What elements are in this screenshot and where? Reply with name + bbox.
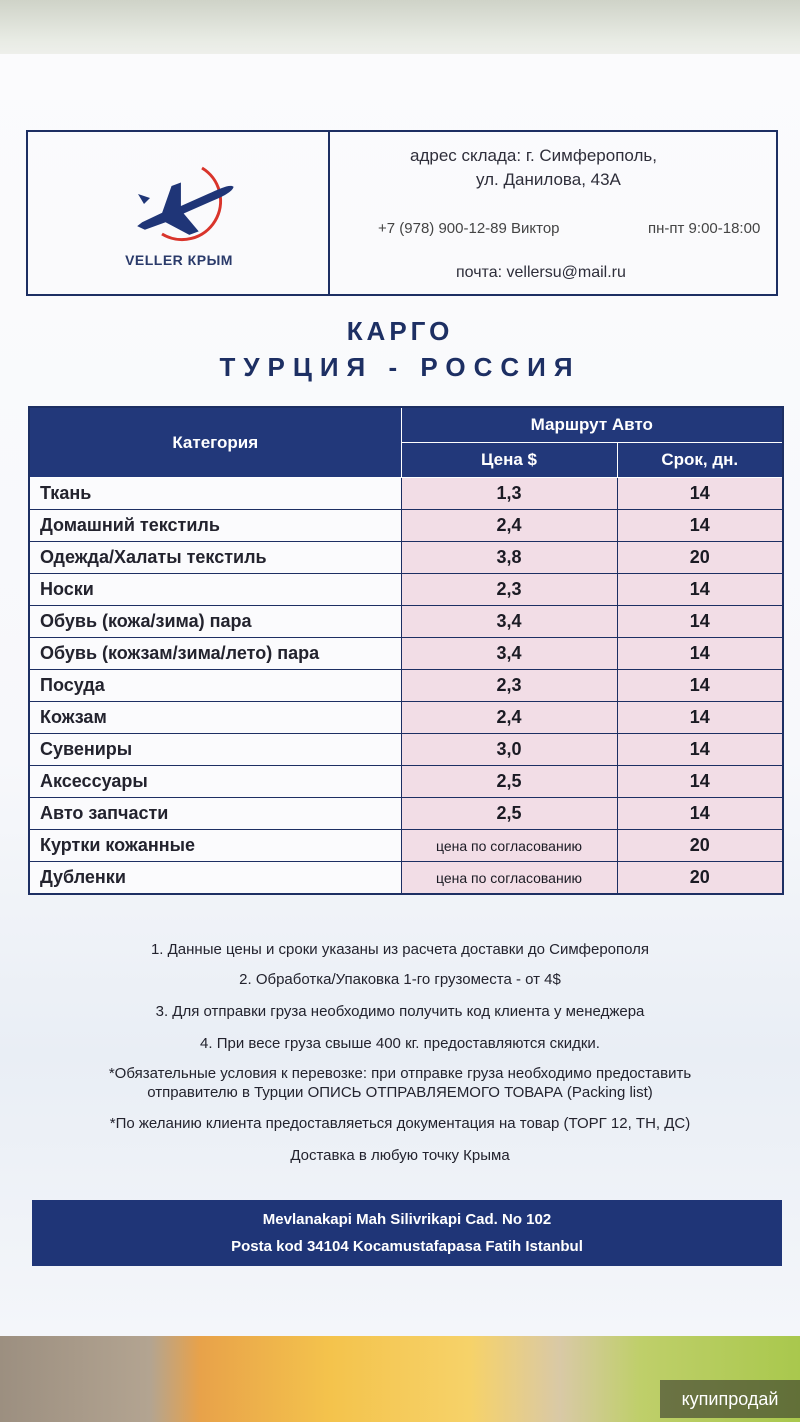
header-category: Категория (29, 407, 401, 478)
logo-cell (28, 132, 330, 294)
row-category: Обувь (кожа/зима) пара (29, 606, 401, 638)
note-2: 2. Обработка/Упаковка 1-го грузоместа - от 4$ (239, 971, 561, 988)
brand-name: VELLER КРЫМ (125, 252, 233, 268)
row-category: Аксессуары (29, 766, 401, 798)
row-term: 20 (617, 542, 783, 574)
row-category: Ткань (29, 478, 401, 510)
row-category: Кожзам (29, 702, 401, 734)
table-row (29, 734, 783, 766)
working-hours: пн-пт 9:00-18:00 (648, 220, 761, 237)
table-row (29, 830, 783, 862)
row-category: Дубленки (29, 862, 401, 895)
price-table (28, 406, 784, 895)
row-category: Одежда/Халаты текстиль (29, 542, 401, 574)
row-term: 14 (617, 702, 783, 734)
row-price: 3,8 (401, 542, 617, 574)
email-address: почта: vellersu@mail.ru (456, 264, 626, 281)
row-term: 14 (617, 798, 783, 830)
title-route: ТУРЦИЯ - РОССИЯ (219, 352, 581, 382)
note-conditions (30, 1064, 770, 1102)
row-price: 2,3 (401, 670, 617, 702)
note-delivery: Доставка в любую точку Крыма (290, 1147, 510, 1164)
table-row (29, 606, 783, 638)
row-price: 2,5 (401, 798, 617, 830)
note-documents: *По желанию клиента предоставляеться документация на товар (ТОРГ 12, ТН, ДС) (109, 1115, 691, 1132)
row-term: 14 (617, 734, 783, 766)
watermark: купипродай (660, 1380, 800, 1418)
row-category: Посуда (29, 670, 401, 702)
row-category: Авто запчасти (29, 798, 401, 830)
footer-address-bar (32, 1200, 782, 1266)
airplane-logo-icon (132, 164, 242, 244)
row-term: 14 (617, 478, 783, 510)
table-row (29, 862, 783, 895)
title-cargo: КАРГО (346, 316, 454, 346)
row-term: 14 (617, 606, 783, 638)
note-conditions-line-1: *Обязательные условия к перевозке: при отправке груза необходимо предоставить (108, 1065, 692, 1082)
row-term: 14 (617, 574, 783, 606)
phone-number: +7 (978) 900-12-89 Виктор (378, 220, 560, 237)
row-price: 1,3 (401, 478, 617, 510)
header-route: Маршрут Авто (401, 407, 783, 443)
table-row (29, 574, 783, 606)
row-category: Носки (29, 574, 401, 606)
row-price: цена по согласованию (401, 862, 617, 895)
footer-line-2: Posta kod 34104 Kocamustafapasa Fatih Istanbul (231, 1238, 583, 1255)
header-term: Срок, дн. (617, 443, 783, 478)
row-term: 14 (617, 670, 783, 702)
row-term: 20 (617, 830, 783, 862)
table-row (29, 478, 783, 510)
table-row (29, 670, 783, 702)
table-row (29, 798, 783, 830)
note-1: 1. Данные цены и сроки указаны из расчета доставки до Симферополя (150, 941, 650, 958)
note-4: 4. При весе груза свыше 400 кг. предоставляются скидки. (200, 1035, 600, 1052)
note-3: 3. Для отправки груза необходимо получить код клиента у менеджера (155, 1003, 645, 1020)
row-term: 14 (617, 638, 783, 670)
row-term: 14 (617, 766, 783, 798)
row-price: 2,4 (401, 702, 617, 734)
row-category: Куртки кожанные (29, 830, 401, 862)
row-category: Сувениры (29, 734, 401, 766)
header-box (26, 130, 778, 296)
table-row (29, 766, 783, 798)
row-category: Обувь (кожзам/зима/лето) пара (29, 638, 401, 670)
address-line-2: ул. Данилова, 43А (476, 170, 621, 189)
row-price: 3,4 (401, 606, 617, 638)
row-category: Домашний текстиль (29, 510, 401, 542)
row-term: 14 (617, 510, 783, 542)
row-price: 3,4 (401, 638, 617, 670)
footer-line-1: Mevlanakapi Mah Silivrikapi Cad. No 102 (262, 1211, 552, 1228)
row-price: 2,5 (401, 766, 617, 798)
row-term: 20 (617, 862, 783, 895)
address-line-1: адрес склада: г. Симферополь, (410, 146, 657, 165)
table-row (29, 542, 783, 574)
table-row (29, 702, 783, 734)
row-price: цена по согласованию (401, 830, 617, 862)
header-price: Цена $ (401, 443, 617, 478)
row-price: 3,0 (401, 734, 617, 766)
table-row (29, 510, 783, 542)
note-conditions-line-2: отправителю в Турции ОПИСЬ ОТПРАВЛЯЕМОГО ТОВАРА (Packing list) (147, 1084, 653, 1101)
table-row (29, 638, 783, 670)
row-price: 2,3 (401, 574, 617, 606)
row-price: 2,4 (401, 510, 617, 542)
